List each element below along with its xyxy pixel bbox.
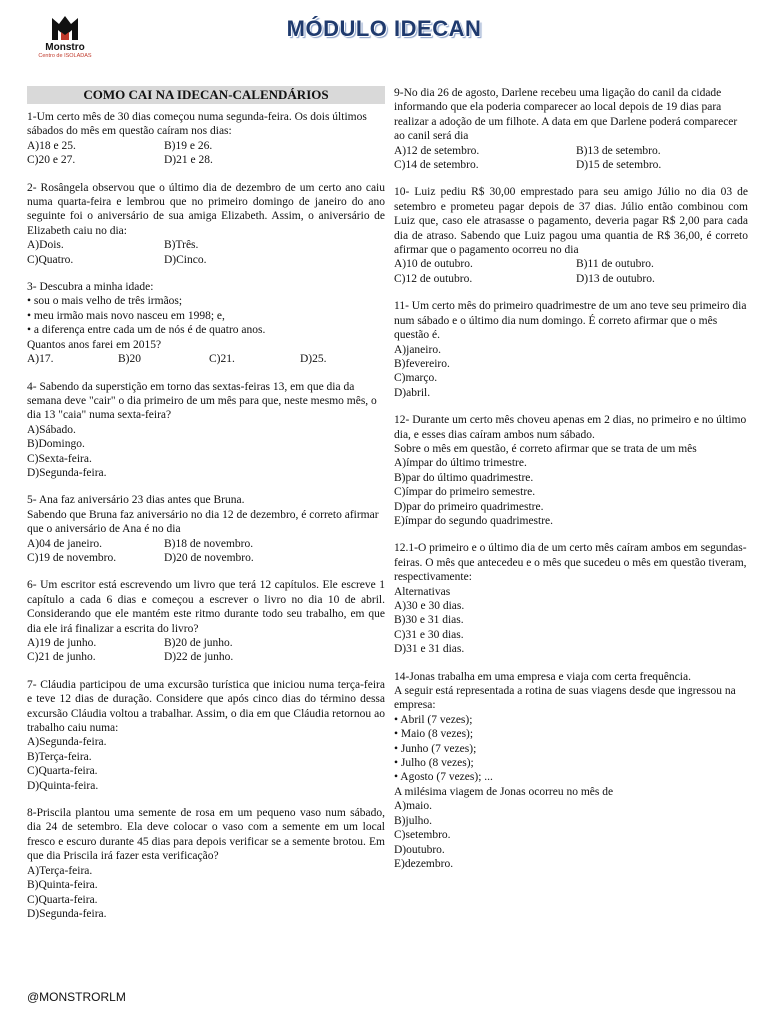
option-a: A)maio. — [394, 800, 433, 813]
option-b: B)julho. — [394, 814, 433, 827]
question-10 — [394, 185, 748, 286]
left-column — [27, 86, 385, 934]
question-7 — [27, 678, 385, 793]
bullet-item: • Agosto (7 vezes); ... — [394, 771, 493, 784]
question-text: 14-Jonas trabalha em uma empresa e viaja com certa frequência. — [394, 670, 691, 683]
bullet-item: • Julho (8 vezes); — [394, 757, 474, 770]
right-column — [394, 86, 748, 884]
option-d: D)31 e 31 dias. — [394, 643, 465, 656]
option-b: B)fevereiro. — [394, 357, 450, 370]
option-d: D)15 de setembro. — [576, 159, 662, 172]
option-d: D)22 de junho. — [164, 651, 234, 664]
option-b: B)18 de novembro. — [164, 537, 254, 550]
option-d: D)13 de outubro. — [576, 272, 655, 285]
question-text: 1-Um certo mês de 30 dias começou numa segunda-feira. Os dois últimos sábados do mês em questão caíram nos dias: — [27, 111, 367, 138]
option-d: D)Cinco. — [164, 253, 207, 266]
option-b: B)19 e 26. — [164, 139, 213, 152]
question-prompt: Quantos anos farei em 2015? — [27, 338, 162, 351]
bullet-item: • sou o mais velho de três irmãos; — [27, 295, 183, 308]
bullet-item: • Abril (7 vezes); — [394, 713, 473, 726]
option-c: C)31 e 30 dias. — [394, 628, 464, 641]
option-d: D)Segunda-feira. — [27, 466, 107, 479]
option-c: C)ímpar do primeiro semestre. — [394, 486, 536, 499]
question-14 — [394, 670, 748, 872]
question-1 — [27, 110, 385, 168]
question-text: 2- Rosângela observou que o último dia de dezembro de um certo ano caiu numa quarta-feira e lembrou que no primeiro domingo de janeiro do ano seguinte foi o aniversário de sua amiga Elizabeth. Assim, o aniversário de Elizabeth caiu no dia: — [27, 181, 385, 237]
question-8 — [27, 806, 385, 921]
question-11 — [394, 299, 748, 400]
option-c: C)Sexta-feira. — [27, 452, 92, 465]
option-b: B)30 e 31 dias. — [394, 614, 464, 627]
question-12 — [394, 413, 748, 528]
question-text: 6- Um escritor está escrevendo um livro que terá 12 capítulos. Ele escreve 1 capítulo a cada 6 dias e começou a escrever o livro no dia 10 de abril. Considerando que ele mantém este ritmo durante todo seu trabalho, em que dia ele irá finalizar a escrita do livro? — [27, 579, 385, 635]
option-d: D)20 de novembro. — [164, 551, 254, 564]
option-d: D)par do primeiro quadrimestre. — [394, 500, 544, 513]
option-c: C)março. — [394, 372, 438, 385]
option-a: A)10 de outubro. — [394, 258, 473, 271]
alternatives-label: Alternativas — [394, 585, 451, 598]
option-d: D)abril. — [394, 386, 431, 399]
footer-handle: @MONSTRORLM — [27, 990, 126, 1004]
bullet-item: • Maio (8 vezes); — [394, 728, 474, 741]
option-d: D)21 e 28. — [164, 154, 213, 167]
option-d: D)Segunda-feira. — [27, 907, 107, 920]
question-text: 12.1-O primeiro e o último dia de um certo mês caíram ambos em segundas-feiras. O mês que antecedeu e o mês que sucedeu o mês em questão tiveram, respectivamente: — [394, 542, 747, 584]
question-text: 12- Durante um certo mês choveu apenas em 2 dias, no primeiro e no último dia, e esses dias caíram ambos num sábado. — [394, 414, 747, 441]
option-b: B)13 de setembro. — [576, 144, 661, 157]
option-a: A)18 e 25. — [27, 139, 76, 152]
option-b: B)Terça-feira. — [27, 750, 92, 763]
option-a: A)04 de janeiro. — [27, 537, 103, 550]
question-text: A seguir está representada a rotina de suas viagens desde que ingressou na empresa: — [394, 685, 736, 712]
option-c: C)21. — [209, 353, 235, 366]
question-12-1 — [394, 541, 748, 656]
option-c: C)19 de novembro. — [27, 551, 117, 564]
option-a: A)19 de junho. — [27, 637, 97, 649]
option-b: B)Quinta-feira. — [27, 879, 98, 892]
option-c: C)14 de setembro. — [394, 159, 479, 172]
option-b: B)20 de junho. — [164, 637, 233, 649]
option-c: C)Quarta-feira. — [27, 893, 98, 906]
question-text: 7- Cláudia participou de uma excursão turística que iniciou numa terça-feira e teve 12 dias de duração. Considere que após cinco dias do término dessa excursão Cláudia voltou a trabalhar. Assim, o dia em que Cláudia retornou ao trabalho caiu numa: — [27, 678, 385, 735]
option-a: A)Sábado. — [27, 423, 76, 436]
option-b: B)par do último quadrimestre. — [394, 471, 534, 484]
option-c: C)20 e 27. — [27, 154, 76, 167]
question-text: 11- Um certo mês do primeiro quadrimestre de um ano teve seu primeiro dia num sábado e o último dia num domingo. É correto afirmar que o mês questão é. — [394, 300, 747, 342]
question-text: Sabendo que Bruna faz aniversário no dia 12 de dezembro, é correto afirmar que o aniversário de Ana é no dia — [27, 508, 379, 536]
option-e: E)ímpar do segundo quadrimestre. — [394, 514, 554, 527]
question-9 — [394, 86, 748, 172]
option-a: A)30 e 30 dias. — [394, 600, 465, 612]
option-a: A)Terça-feira. — [27, 864, 93, 877]
option-c: C)12 de outubro. — [394, 272, 473, 285]
option-b: B)Domingo. — [27, 438, 85, 451]
logo-name: Monstro — [45, 42, 85, 53]
option-c: C)21 de junho. — [27, 651, 96, 664]
question-4 — [27, 380, 385, 481]
option-a: A)ímpar do último trimestre. — [394, 457, 527, 470]
option-c: C)Quatro. — [27, 253, 74, 266]
option-a: A)12 de setembro. — [394, 144, 480, 157]
question-text: 3- Descubra a minha idade: — [27, 281, 154, 294]
option-c: C)Quarta-feira. — [27, 765, 98, 778]
option-a: A)Segunda-feira. — [27, 736, 107, 749]
question-text: 5- Ana faz aniversário 23 dias antes que Bruna. — [27, 494, 245, 507]
option-d: D)outubro. — [394, 843, 445, 856]
question-text: 10- Luiz pediu R$ 30,00 emprestado para seu amigo Júlio no dia 03 de setembro e prometeu pagar depois de 37 dias. Júlio então combinou com Luiz que, caso ele atrasasse o pagamento, deveria pagar R$ 2,00 para cada dia de atraso. Sabendo que Luiz pagou uma quantia de R$ 36,00, é correto afirmar que o pagamento ocorreu no dia — [394, 186, 748, 257]
question-text: Sobre o mês em questão, é correto afirmar que se trata de um mês — [394, 442, 697, 455]
question-3 — [27, 280, 385, 366]
question-2 — [27, 181, 385, 267]
question-5 — [27, 493, 385, 565]
question-text: 8-Priscila plantou uma semente de rosa em um pequeno vaso num sábado, dia 24 de setembro. Ela deve colocar o vaso com a semente em um local fresco e escuro durante 45 dias para depois verificar se a semente brotou. Em que dia Priscila irá fazer esta verificação? — [27, 807, 385, 863]
question-text: 9-No dia 26 de agosto, Darlene recebeu uma ligação do canil da cidade informando que ela poderia comparecer ao local depois de 19 dias para realizar a adoção de um filhote. A data em que Darlene poderá comparecer ao canil será dia — [394, 87, 738, 143]
option-a: A)Dois. — [27, 239, 64, 252]
option-e: E)dezembro. — [394, 857, 454, 870]
question-text: 4- Sabendo da superstição em torno das sextas-feiras 13, em que dia da semana deve "cair" o dia primeiro de um mês para que, neste mesmo mês, o dia 13 "caia" numa sexta-feira? — [27, 380, 377, 422]
option-d: D)25. — [300, 353, 327, 366]
option-a: A)17. — [27, 353, 54, 366]
option-b: B)11 de outubro. — [576, 258, 654, 271]
page-title: MÓDULO IDECAN — [286, 16, 482, 41]
question-prompt: A milésima viagem de Jonas ocorreu no mês de — [394, 785, 614, 798]
option-b: B)Três. — [164, 239, 199, 252]
option-a: A)janeiro. — [394, 343, 441, 356]
option-c: C)setembro. — [394, 829, 451, 842]
logo-subtitle: Centro de ISOLADAS — [38, 53, 92, 59]
bullet-item: • meu irmão mais novo nasceu em 1998; e, — [27, 309, 225, 322]
question-6 — [27, 578, 385, 664]
bullet-item: • a diferença entre cada um de nós é de quatro anos. — [27, 324, 266, 337]
bullet-item: • Junho (7 vezes); — [394, 742, 477, 755]
option-d: D)Quinta-feira. — [27, 779, 99, 792]
option-b: B)20 — [118, 353, 141, 366]
section-heading: COMO CAI NA IDECAN-CALENDÁRIOS — [27, 86, 385, 104]
